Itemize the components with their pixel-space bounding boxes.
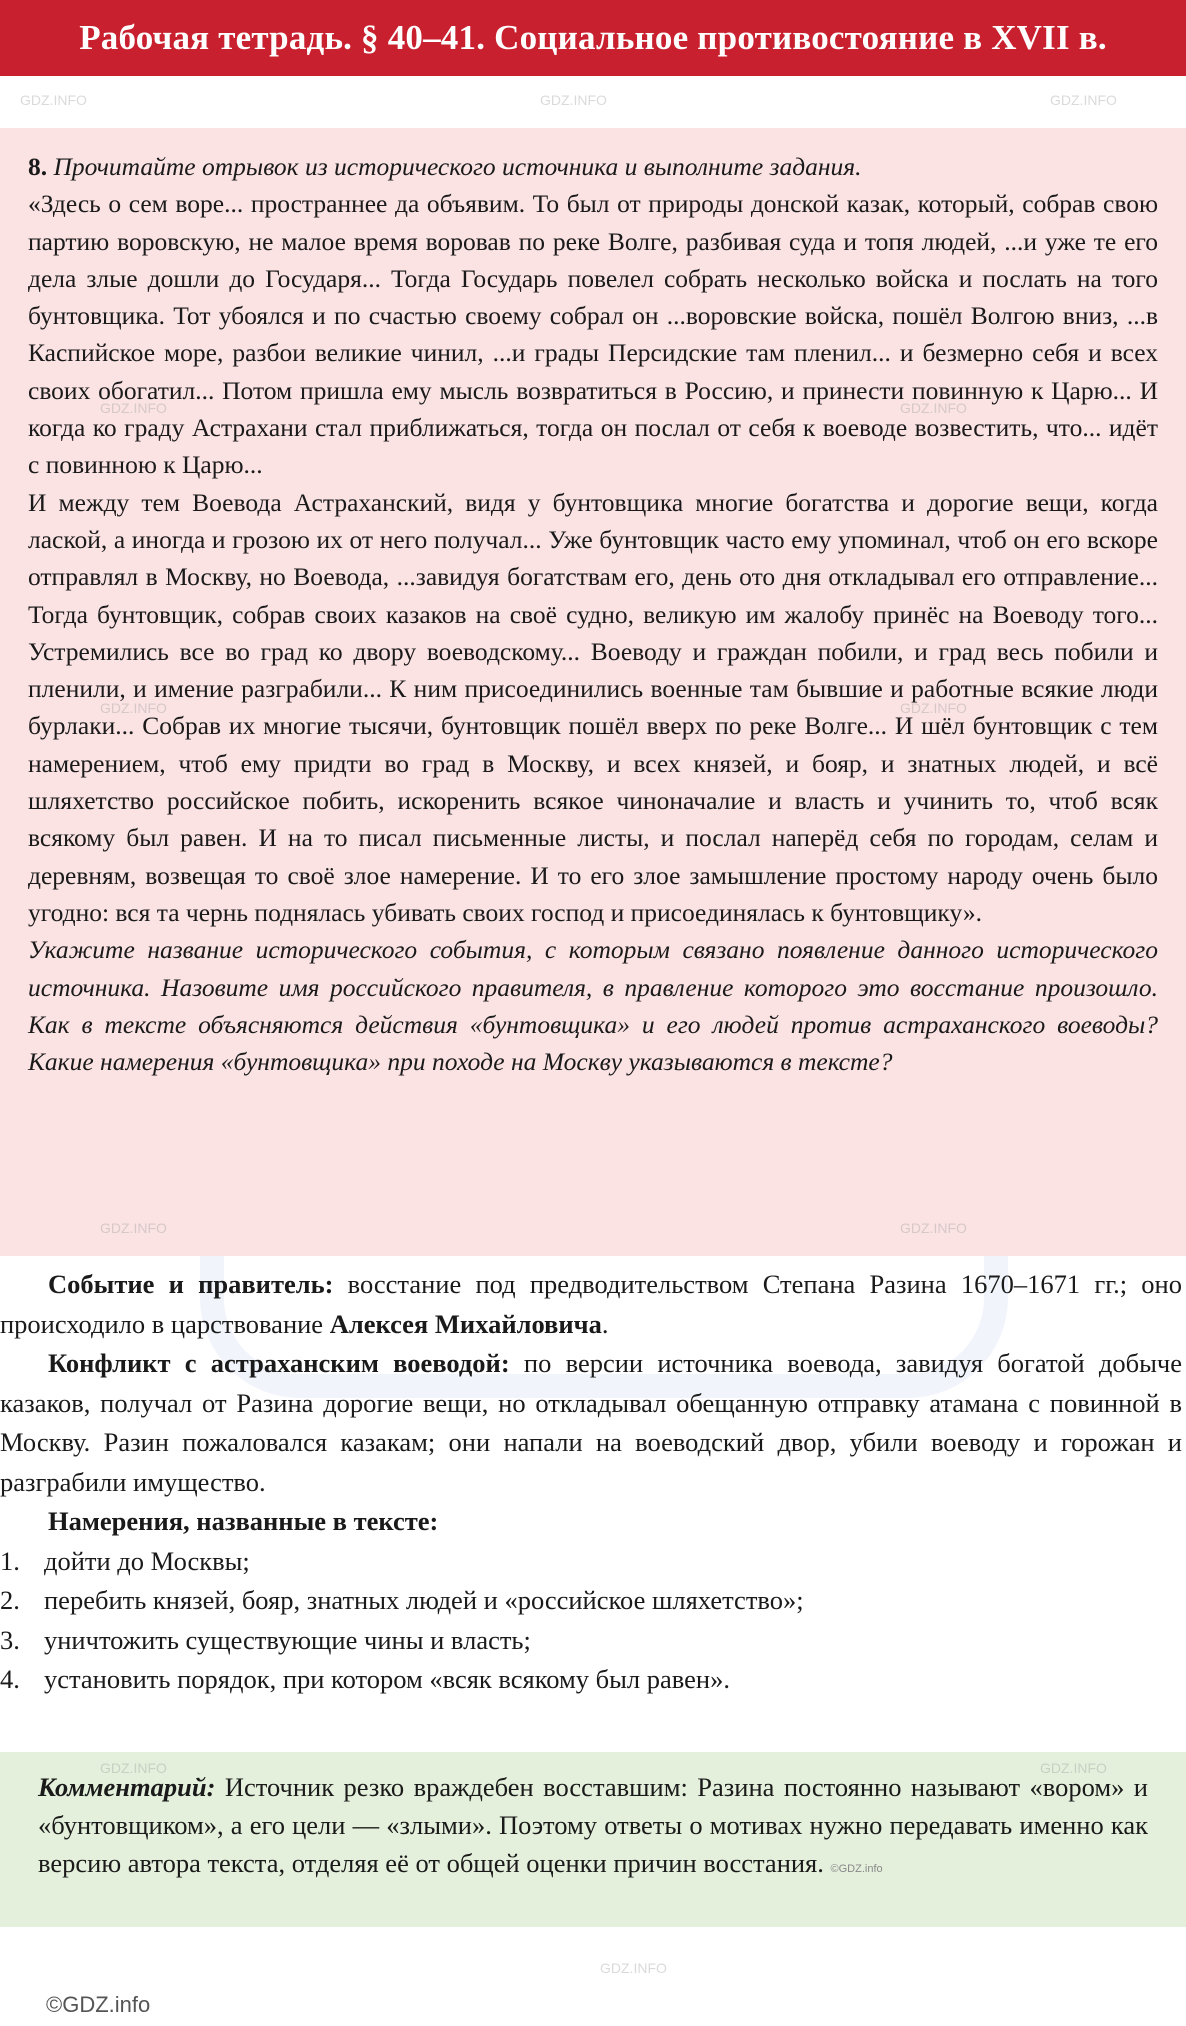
comment-copyright-mark: ©GDZ.info: [830, 1863, 883, 1875]
watermark-label: GDZ.INFO: [100, 1220, 167, 1236]
answer-intentions-label: Намерения, названные в тексте:: [48, 1506, 439, 1536]
watermark-label: GDZ.INFO: [600, 1960, 667, 1976]
task-instruction-line: [28, 148, 1158, 185]
answer-conflict-text: по версии источника воевода, завидуя богатой добыче казаков, получал от Разина дорогие вещи, но откладывал обещанную отправку атамана с повинной в Москву. Разин пожаловался казакам; они напали на воеводский двор, убили воеводу и горожан и разграбили имущество.: [0, 1348, 1183, 1497]
watermark-label: GDZ.INFO: [900, 700, 967, 716]
list-item-text: уничтожить существующие чины и власть;: [44, 1624, 531, 1655]
watermark-label: GDZ.INFO: [900, 1220, 967, 1236]
answer-event-text: восстание под предводительством Степана Разина 1670–1671 гг.; оно происходило в царствование: [0, 1269, 1182, 1339]
answer-event-end: .: [601, 1308, 609, 1339]
list-item: [0, 1581, 1182, 1621]
task-question: Укажите название исторического события, с которым связано появление данного исторического источника. Назовите имя российского правителя, в правление которого это восстание произошло. Как в тексте объясняются действия «бунтовщика» и его людей против астраханского воеводы? Какие намерения «бунтовщика» при походе на Москву указываются в тексте?: [28, 935, 1158, 1077]
list-item-text: установить порядок, при котором «всяк всякому был равен».: [44, 1664, 730, 1694]
comment-box: [0, 1752, 1186, 1927]
watermark-label: GDZ.INFO: [900, 400, 967, 416]
answer-ruler: Алексея Михайловича: [329, 1308, 602, 1339]
watermark-label: GDZ.INFO: [100, 1760, 167, 1776]
source-paragraph-1: «Здесь о сем воре... пространнее да объявим. То был от природы донской казак, который, собрав свою партию воровскую, не малое время воровав по реке Волге, разбивая суда и топя людей, ...и уже те его дела злые дошли до Государя... Тогда Государь повелел собрать несколько войска и послать на того бунтовщика. Тот убоялся и по счастью своему собрал он ...воровские войска, пошёл Волгою вниз, ...в Каспийское море, разбои великие чинил, ...и грады Персидские там пленил... и безмерно себя и всех своих обогатил... Потом пришла ему мысль возвратиться в Россию, и принести повинную к Царю... И когда ко граду Астрахани стал приближаться, тогда он послал от себя к воеводе возвестить, что... идёт с повинною к Царю...: [28, 189, 1158, 480]
header-title: Рабочая тетрадь. § 40–41. Социальное противостояние в XVII в.: [79, 18, 1107, 57]
list-item: [0, 1542, 1182, 1582]
task-number: 8.: [28, 152, 48, 181]
answer-conflict-label: Конфликт с астраханским воеводой:: [48, 1348, 510, 1378]
comment-label: Комментарий:: [38, 1772, 216, 1802]
list-item-number: 4.: [0, 1664, 20, 1694]
answer-event-label: Событие и правитель:: [48, 1269, 334, 1299]
intentions-list: [0, 1542, 1182, 1700]
comment-text: Источник резко враждебен восставшим: Разина постоянно называют «вором» и «бунтовщиком», а его цели — «злыми». Поэтому ответы о мотивах нужно передавать именно как версию автора текста, отделяя её от общей оценки причин восстания.: [38, 1772, 1148, 1878]
list-item-number: 1.: [0, 1545, 20, 1576]
task-box: [0, 128, 1186, 1256]
task-instruction: Прочитайте отрывок из исторического источника и выполните задания.: [53, 152, 862, 181]
answer-conflict: [0, 1344, 1182, 1502]
watermark-label: GDZ.INFO: [100, 700, 167, 716]
watermark-label: GDZ.INFO: [20, 92, 87, 108]
page-header: [0, 0, 1186, 76]
list-item-number: 3.: [0, 1624, 20, 1655]
footer-copyright: ©GDZ.info: [46, 1992, 151, 2017]
list-item: [0, 1621, 1182, 1661]
source-paragraph-2: И между тем Воевода Астраханский, видя у бунтовщика многие богатства и дорогие вещи, когда лаской, а иногда и грозою их от него получал... Уже бунтовщик часто ему упоминал, чтоб он его вскоре отправлял в Москву, но Воевода, ...завидуя богатствам его, день ото дня откладывал его отправление... Тогда бунтовщик, собрав своих казаков на своё судно, великую им жалобу принёс на Воеводу того... Устремились все во град ко двору воеводскому... Воеводу и граждан побили, и град весь побили и пленили, и имение разграбили... К ним присоединились военные там бывшие и работные всякие люди бурлаки... Собрав их многие тысячи, бунтовщик пошёл вверх по реке Волге... И шёл бунтовщик с тем намерением, чтоб ему придти во град в Москву, и всех князей, и бояр, и знатных людей, и всё шляхетство российское побить, искоренить всякое чиноначалие и власть и учинить то, чтоб всяк всякому был равен. И на то писал письменные листы, и послал наперёд себя по городам, селам и деревням, возвещая то своё злое намерение. И то его злое замышление простому народу очень было угодно: вся та чернь поднялась убивать своих господ и присоединялась к бунтовщику».: [28, 487, 1158, 927]
watermark-label: GDZ.INFO: [1050, 92, 1117, 108]
answer-event: [0, 1265, 1182, 1344]
watermark-label: GDZ.INFO: [1040, 1760, 1107, 1776]
comment-paragraph: [38, 1768, 1148, 1888]
answer-intentions-heading: [0, 1502, 1182, 1542]
list-item-number: 2.: [0, 1585, 20, 1615]
watermark-label: GDZ.INFO: [100, 400, 167, 416]
list-item-text: перебить князей, бояр, знатных людей и «российское шляхетство»;: [44, 1585, 804, 1615]
answer-section: [0, 1265, 1186, 1700]
watermark-label: GDZ.INFO: [540, 92, 607, 108]
list-item-text: дойти до Москвы;: [44, 1545, 250, 1576]
list-item: [0, 1660, 1182, 1700]
